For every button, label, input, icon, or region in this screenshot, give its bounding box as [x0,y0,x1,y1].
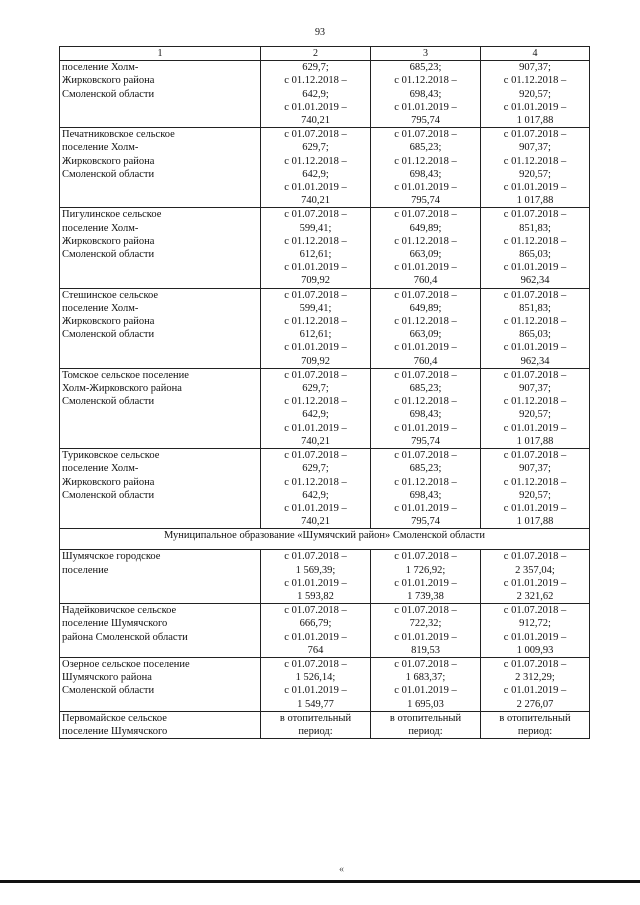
cell-line: с 01.01.2019 – [284,422,347,434]
value-cell-col3 [371,657,481,711]
cell-line: с 01.01.2019 – [394,342,457,354]
cell-line: 599,41; [299,302,332,314]
cell-line: Озерное сельское поселение [62,658,190,670]
cell-line: 1 526,14; [295,672,336,684]
cell-line: с 01.01.2019 – [503,422,567,434]
cell-line: с 01.01.2019 – [394,631,457,643]
cell-line: поселение Холм- [62,62,139,74]
value-cell-col3 [371,368,481,448]
cell-line: 629,7; [302,383,329,395]
cell-line: с 01.07.2018 – [503,129,567,141]
cell-line: с 01.12.2018 – [394,476,457,488]
value-cell-col4 [481,368,590,448]
value-cell-col2 [261,368,371,448]
cell-line: с 01.01.2019 – [394,685,457,697]
cell-line: с 01.12.2018 – [394,235,457,247]
cell-line: с 01.07.2018 – [394,551,457,563]
cell-line: 760,4 [413,355,438,367]
cell-line: 907,37; [519,383,551,395]
cell-line: с 01.01.2019 – [284,577,347,589]
cell-line: 962,34 [520,355,550,367]
column-header-1: 1 [60,47,261,61]
cell-line: с 01.07.2018 – [394,209,457,221]
cell-line: 649,89; [409,302,442,314]
cell-line: 962,34 [520,275,550,287]
cell-line: Смоленской области [62,396,155,408]
cell-line: с 01.12.2018 – [394,155,457,167]
cell-line: 629,7; [302,142,329,154]
cell-line: с 01.12.2018 – [394,316,457,328]
cell-line: Смоленской области [62,168,155,180]
cell-line: 642,9; [302,409,329,421]
cell-line: поселение Шумячского [62,725,168,737]
cell-line: с 01.01.2019 – [394,502,457,514]
cell-line: 722,32; [409,618,442,630]
cell-line: 920,57; [519,88,551,100]
cell-line: с 01.07.2018 – [503,209,567,221]
footer-divider [0,880,640,883]
cell-line: с 01.01.2019 – [503,342,567,354]
cell-line: с 01.12.2018 – [394,396,457,408]
cell-line: 1 569,39; [295,564,336,576]
cell-line: 685,23; [409,62,442,74]
cell-line: с 01.12.2018 – [284,396,347,408]
cell-line: 851,83; [519,222,551,234]
value-cell-col3 [371,288,481,368]
cell-line: 685,23; [409,383,442,395]
cell-line: поселение Холм- [62,142,139,154]
cell-line: 2 312,29; [515,672,555,684]
cell-line: с 01.01.2019 – [503,262,567,274]
cell-line: с 01.07.2018 – [503,450,567,462]
cell-line: с 01.07.2018 – [394,129,457,141]
settlement-name-cell [60,208,261,288]
value-cell-col3 [371,449,481,529]
cell-line: Смоленской области [62,88,155,100]
cell-line: 612,61; [299,249,332,261]
cell-line: с 01.01.2019 – [284,685,347,697]
table-row [60,128,590,208]
cell-line: Жирковского района [62,476,155,488]
cell-line: 795,74 [411,115,440,127]
cell-line: поселение Холм- [62,222,139,234]
section-title: Муниципальное образование «Шумячский район» Смоленской области [60,529,590,550]
value-cell-col2 [261,128,371,208]
table-row [60,604,590,658]
table-row [60,61,590,128]
cell-line: поселение Шумячского [62,618,168,630]
cell-line: с 01.01.2019 – [503,502,567,514]
cell-line: с 01.01.2019 – [394,182,457,194]
table-row [60,449,590,529]
table-row [60,288,590,368]
cell-line: 599,41; [299,222,332,234]
cell-line: с 01.01.2019 – [394,262,457,274]
cell-line: 1 009,93 [516,644,554,656]
cell-line: 907,37; [519,142,551,154]
cell-line: 760,4 [413,275,438,287]
settlement-name-cell [60,657,261,711]
cell-line: в отопительный [389,712,462,724]
column-header-2: 2 [261,47,371,61]
cell-line: с 01.07.2018 – [394,369,457,381]
cell-line: с 01.01.2019 – [284,182,347,194]
cell-line: с 01.12.2018 – [284,235,347,247]
cell-line: 2 276,07 [516,698,554,710]
table-header-row [60,47,590,61]
cell-line: с 01.01.2019 – [394,577,457,589]
cell-line: 1 726,92; [405,564,446,576]
page-number: 93 [315,27,325,38]
cell-line: 698,43; [409,489,442,501]
cell-line: 642,9; [302,88,329,100]
cell-line: 709,92 [301,355,330,367]
value-cell-col4 [481,711,590,738]
cell-line: Жирковского района [62,235,155,247]
cell-line: поселение [62,564,109,576]
cell-line: 663,09; [409,249,442,261]
cell-line: 865,03; [519,249,551,261]
table-row [60,208,590,288]
section-header-row [60,529,590,550]
cell-line: с 01.12.2018 – [503,316,567,328]
value-cell-col2 [261,550,371,604]
cell-line: 2 357,04; [515,564,555,576]
cell-line: с 01.12.2018 – [284,75,347,87]
settlement-name-cell [60,449,261,529]
value-cell-col4 [481,657,590,711]
settlement-name-cell [60,128,261,208]
cell-line: 642,9; [302,489,329,501]
cell-line: с 01.01.2019 – [503,631,567,643]
table-body-after [60,550,590,739]
value-cell-col2 [261,604,371,658]
value-cell-col4 [481,604,590,658]
value-cell-col3 [371,604,481,658]
cell-line: с 01.12.2018 – [284,476,347,488]
cell-line: с 01.07.2018 – [284,289,347,301]
cell-line: с 01.01.2019 – [284,502,347,514]
cell-line: поселение Холм- [62,463,139,475]
cell-line: Томское сельское поселение [62,369,189,381]
cell-line: с 01.01.2019 – [394,101,457,113]
settlement-name-cell [60,288,261,368]
cell-line: с 01.12.2018 – [503,75,567,87]
cell-line: Смоленской области [62,249,155,261]
cell-line: период: [298,725,333,737]
value-cell-col3 [371,711,481,738]
cell-line: с 01.12.2018 – [503,476,567,488]
cell-line: 920,57; [519,489,551,501]
cell-line: с 01.07.2018 – [503,551,567,563]
cell-line: 1 739,38 [407,590,444,602]
cell-line: 666,79; [299,618,332,630]
value-cell-col2 [261,711,371,738]
cell-line: с 01.07.2018 – [503,289,567,301]
cell-line: 649,89; [409,222,442,234]
table-row [60,368,590,448]
value-cell-col3 [371,128,481,208]
cell-line: с 01.07.2018 – [503,369,567,381]
cell-line: с 01.07.2018 – [284,605,347,617]
cell-line: 740,21 [301,516,330,528]
value-cell-col2 [261,288,371,368]
table-body-before [60,61,590,529]
cell-line: 819,53 [411,644,440,656]
cell-line: 642,9; [302,168,329,180]
cell-line: Шумячское городское [62,551,161,563]
cell-line: период: [408,725,443,737]
cell-line: района Смоленской области [62,631,188,643]
value-cell-col4 [481,288,590,368]
cell-line: 1 695,03 [407,698,444,710]
cell-line: Смоленской области [62,685,155,697]
cell-line: с 01.07.2018 – [394,605,457,617]
settlement-name-cell [60,61,261,128]
cell-line: 629,7; [302,62,329,74]
tariff-table [59,46,590,739]
cell-line: 764 [307,644,324,656]
cell-line: с 01.07.2018 – [284,450,347,462]
cell-line: поселение Холм- [62,302,139,314]
cell-line: Жирковского района [62,316,155,328]
cell-line: 795,74 [411,516,440,528]
value-cell-col2 [261,449,371,529]
cell-line: Надейковичское сельское [62,605,177,617]
value-cell-col4 [481,128,590,208]
cell-line: 912,72; [519,618,551,630]
cell-line: 740,21 [301,435,330,447]
cell-line: 1 017,88 [516,115,554,127]
cell-line: с 01.01.2019 – [284,262,347,274]
cell-line: с 01.12.2018 – [284,316,347,328]
table-row [60,657,590,711]
cell-line: 698,43; [409,168,442,180]
cell-line: с 01.07.2018 – [284,369,347,381]
cell-line: 612,61; [299,329,332,341]
settlement-name-cell [60,368,261,448]
cell-line: 795,74 [411,195,440,207]
cell-line: Первомайское сельское [62,712,167,724]
table-row [60,550,590,604]
cell-line: с 01.12.2018 – [503,155,567,167]
cell-line: с 01.07.2018 – [394,658,457,670]
cell-line: 907,37; [519,62,551,74]
cell-line: с 01.01.2019 – [284,631,347,643]
cell-line: 1 017,88 [516,195,554,207]
cell-line: Стешинское сельское [62,289,159,301]
cell-line: с 01.07.2018 – [394,450,457,462]
cell-line: с 01.01.2019 – [503,101,567,113]
value-cell-col4 [481,208,590,288]
column-header-3: 3 [371,47,481,61]
settlement-name-cell [60,604,261,658]
cell-line: с 01.07.2018 – [284,209,347,221]
cell-line: с 01.07.2018 – [284,551,347,563]
cell-line: Жирковского района [62,75,155,87]
cell-line: Холм-Жирковского района [62,383,182,395]
cell-line: Смоленской области [62,329,155,341]
cell-line: 920,57; [519,409,551,421]
cell-line: с 01.07.2018 – [394,289,457,301]
cell-line: с 01.07.2018 – [284,129,347,141]
cell-line: 1 017,88 [516,516,554,528]
cell-line: 698,43; [409,88,442,100]
cell-line: 851,83; [519,302,551,314]
value-cell-col2 [261,61,371,128]
cell-line: 2 321,62 [516,590,554,602]
cell-line: 709,92 [301,275,330,287]
value-cell-col4 [481,550,590,604]
cell-line: 1 593,82 [297,590,334,602]
cell-line: Туриковское сельское [62,450,160,462]
value-cell-col3 [371,208,481,288]
cell-line: 740,21 [301,195,330,207]
cell-line: 685,23; [409,142,442,154]
cell-line: 795,74 [411,435,440,447]
cell-line: Пигулинское сельское [62,209,162,221]
value-cell-col4 [481,449,590,529]
settlement-name-cell [60,711,261,738]
cell-line: 740,21 [301,115,330,127]
cell-line: Смоленской области [62,489,155,501]
cell-line: 920,57; [519,168,551,180]
settlement-name-cell [60,550,261,604]
value-cell-col2 [261,657,371,711]
cell-line: Печатниковское сельское [62,129,175,141]
value-cell-col2 [261,208,371,288]
cell-line: 865,03; [519,329,551,341]
cell-line: период: [517,725,553,737]
cell-line: с 01.01.2019 – [394,422,457,434]
cell-line: с 01.01.2019 – [284,342,347,354]
table-row [60,711,590,738]
cell-line: с 01.12.2018 – [284,155,347,167]
cell-line: с 01.01.2019 – [284,101,347,113]
cell-line: 1 683,37; [405,672,446,684]
cell-line: 663,09; [409,329,442,341]
cell-line: 629,7; [302,463,329,475]
section-header-group [60,529,590,550]
footer-mark: « [339,864,344,875]
cell-line: с 01.12.2018 – [503,396,567,408]
cell-line: в отопительный [499,712,571,724]
cell-line: 1 549,77 [297,698,334,710]
value-cell-col3 [371,61,481,128]
cell-line: с 01.01.2019 – [503,182,567,194]
cell-line: 698,43; [409,409,442,421]
value-cell-col3 [371,550,481,604]
cell-line: с 01.07.2018 – [503,658,567,670]
cell-line: 907,37; [519,463,551,475]
cell-line: с 01.01.2019 – [503,577,567,589]
cell-line: 685,23; [409,463,442,475]
cell-line: с 01.12.2018 – [394,75,457,87]
cell-line: 1 017,88 [516,435,554,447]
column-header-4: 4 [481,47,590,61]
cell-line: в отопительный [279,712,352,724]
cell-line: с 01.07.2018 – [284,658,347,670]
value-cell-col4 [481,61,590,128]
cell-line: с 01.07.2018 – [503,605,567,617]
cell-line: Шумячского района [62,672,152,684]
cell-line: с 01.01.2019 – [503,685,567,697]
cell-line: Жирковского района [62,155,155,167]
cell-line: с 01.12.2018 – [503,235,567,247]
